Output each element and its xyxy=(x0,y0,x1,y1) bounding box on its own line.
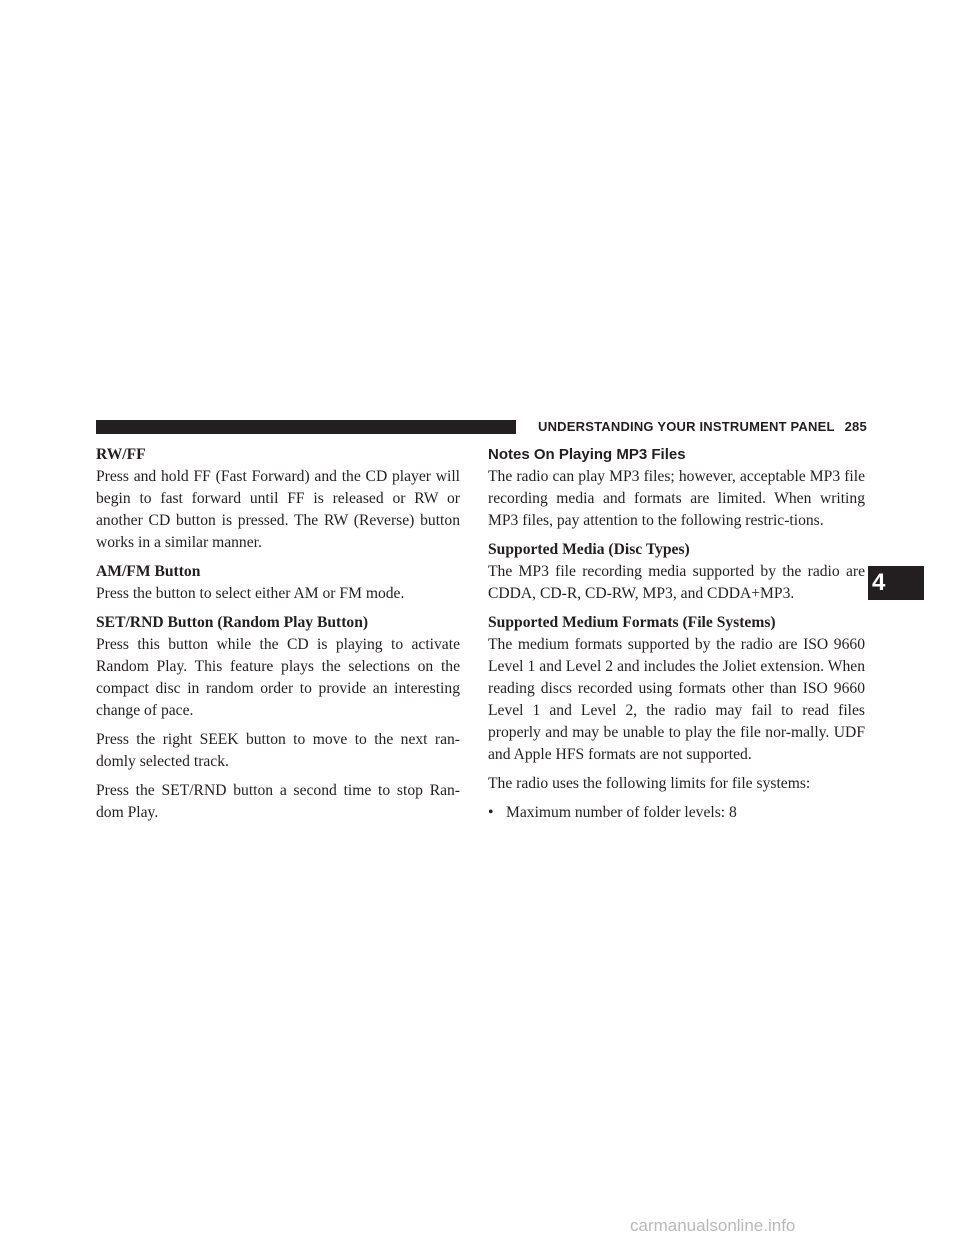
para-rwff: Press and hold FF (Fast Forward) and the CD player will begin to fast forward until FF is released or RW or another CD button is pressed. The RW (Reverse) button works in a similar manner. xyxy=(96,468,460,551)
left-column xyxy=(96,444,460,824)
para-media: The MP3 file recording media supported by the radio are CDDA, CD-R, CD-RW, MP3, and CDDA+MP3. xyxy=(488,563,865,602)
para-mp3: The radio can play MP3 files; however, acceptable MP3 file recording media and formats are limited. When writing MP3 files, pay attention to the following restric-tions. xyxy=(488,468,865,529)
header-rule xyxy=(96,420,516,434)
para-limits-intro: The radio uses the following limits for file systems: xyxy=(488,775,811,792)
running-header xyxy=(538,418,867,436)
para-stop-random: Press the SET/RND button a second time to stop Ran-dom Play. xyxy=(96,782,460,821)
right-column xyxy=(488,444,865,824)
para-formats: The medium formats supported by the radio are ISO 9660 Level 1 and Level 2 and includes the Joliet extension. When reading discs recorded using formats other than ISO 9660 Level 1 and Level 2, the radio may fail to read files properly and may be unable to play the file nor-mally. UDF and Apple HFS formats are not supported. xyxy=(488,636,865,763)
bullet-text: Maximum number of folder levels: 8 xyxy=(506,804,737,821)
para-amfm: Press the button to select either AM or FM mode. xyxy=(96,585,405,602)
heading-formats: Supported Medium Formats (File Systems) xyxy=(488,614,776,631)
para-setrnd: Press this button while the CD is playing to activate Random Play. This feature plays the selections on the compact disc in random order to provide an interesting change of pace. xyxy=(96,636,460,719)
chapter-tab: 4 xyxy=(868,566,924,600)
heading-amfm: AM/FM Button xyxy=(96,563,201,580)
heading-media: Supported Media (Disc Types) xyxy=(488,541,690,558)
heading-setrnd: SET/RND Button (Random Play Button) xyxy=(96,614,369,631)
heading-rwff: RW/FF xyxy=(96,446,146,463)
watermark: carmanualsonline.info xyxy=(630,1216,796,1235)
para-seek: Press the right SEEK button to move to the next ran-domly selected track. xyxy=(96,731,460,770)
page-number: 285 xyxy=(844,419,867,434)
running-title: UNDERSTANDING YOUR INSTRUMENT PANEL xyxy=(538,419,835,434)
list-item xyxy=(488,802,865,824)
bullet-icon: • xyxy=(488,804,494,821)
heading-mp3: Notes On Playing MP3 Files xyxy=(488,446,686,463)
